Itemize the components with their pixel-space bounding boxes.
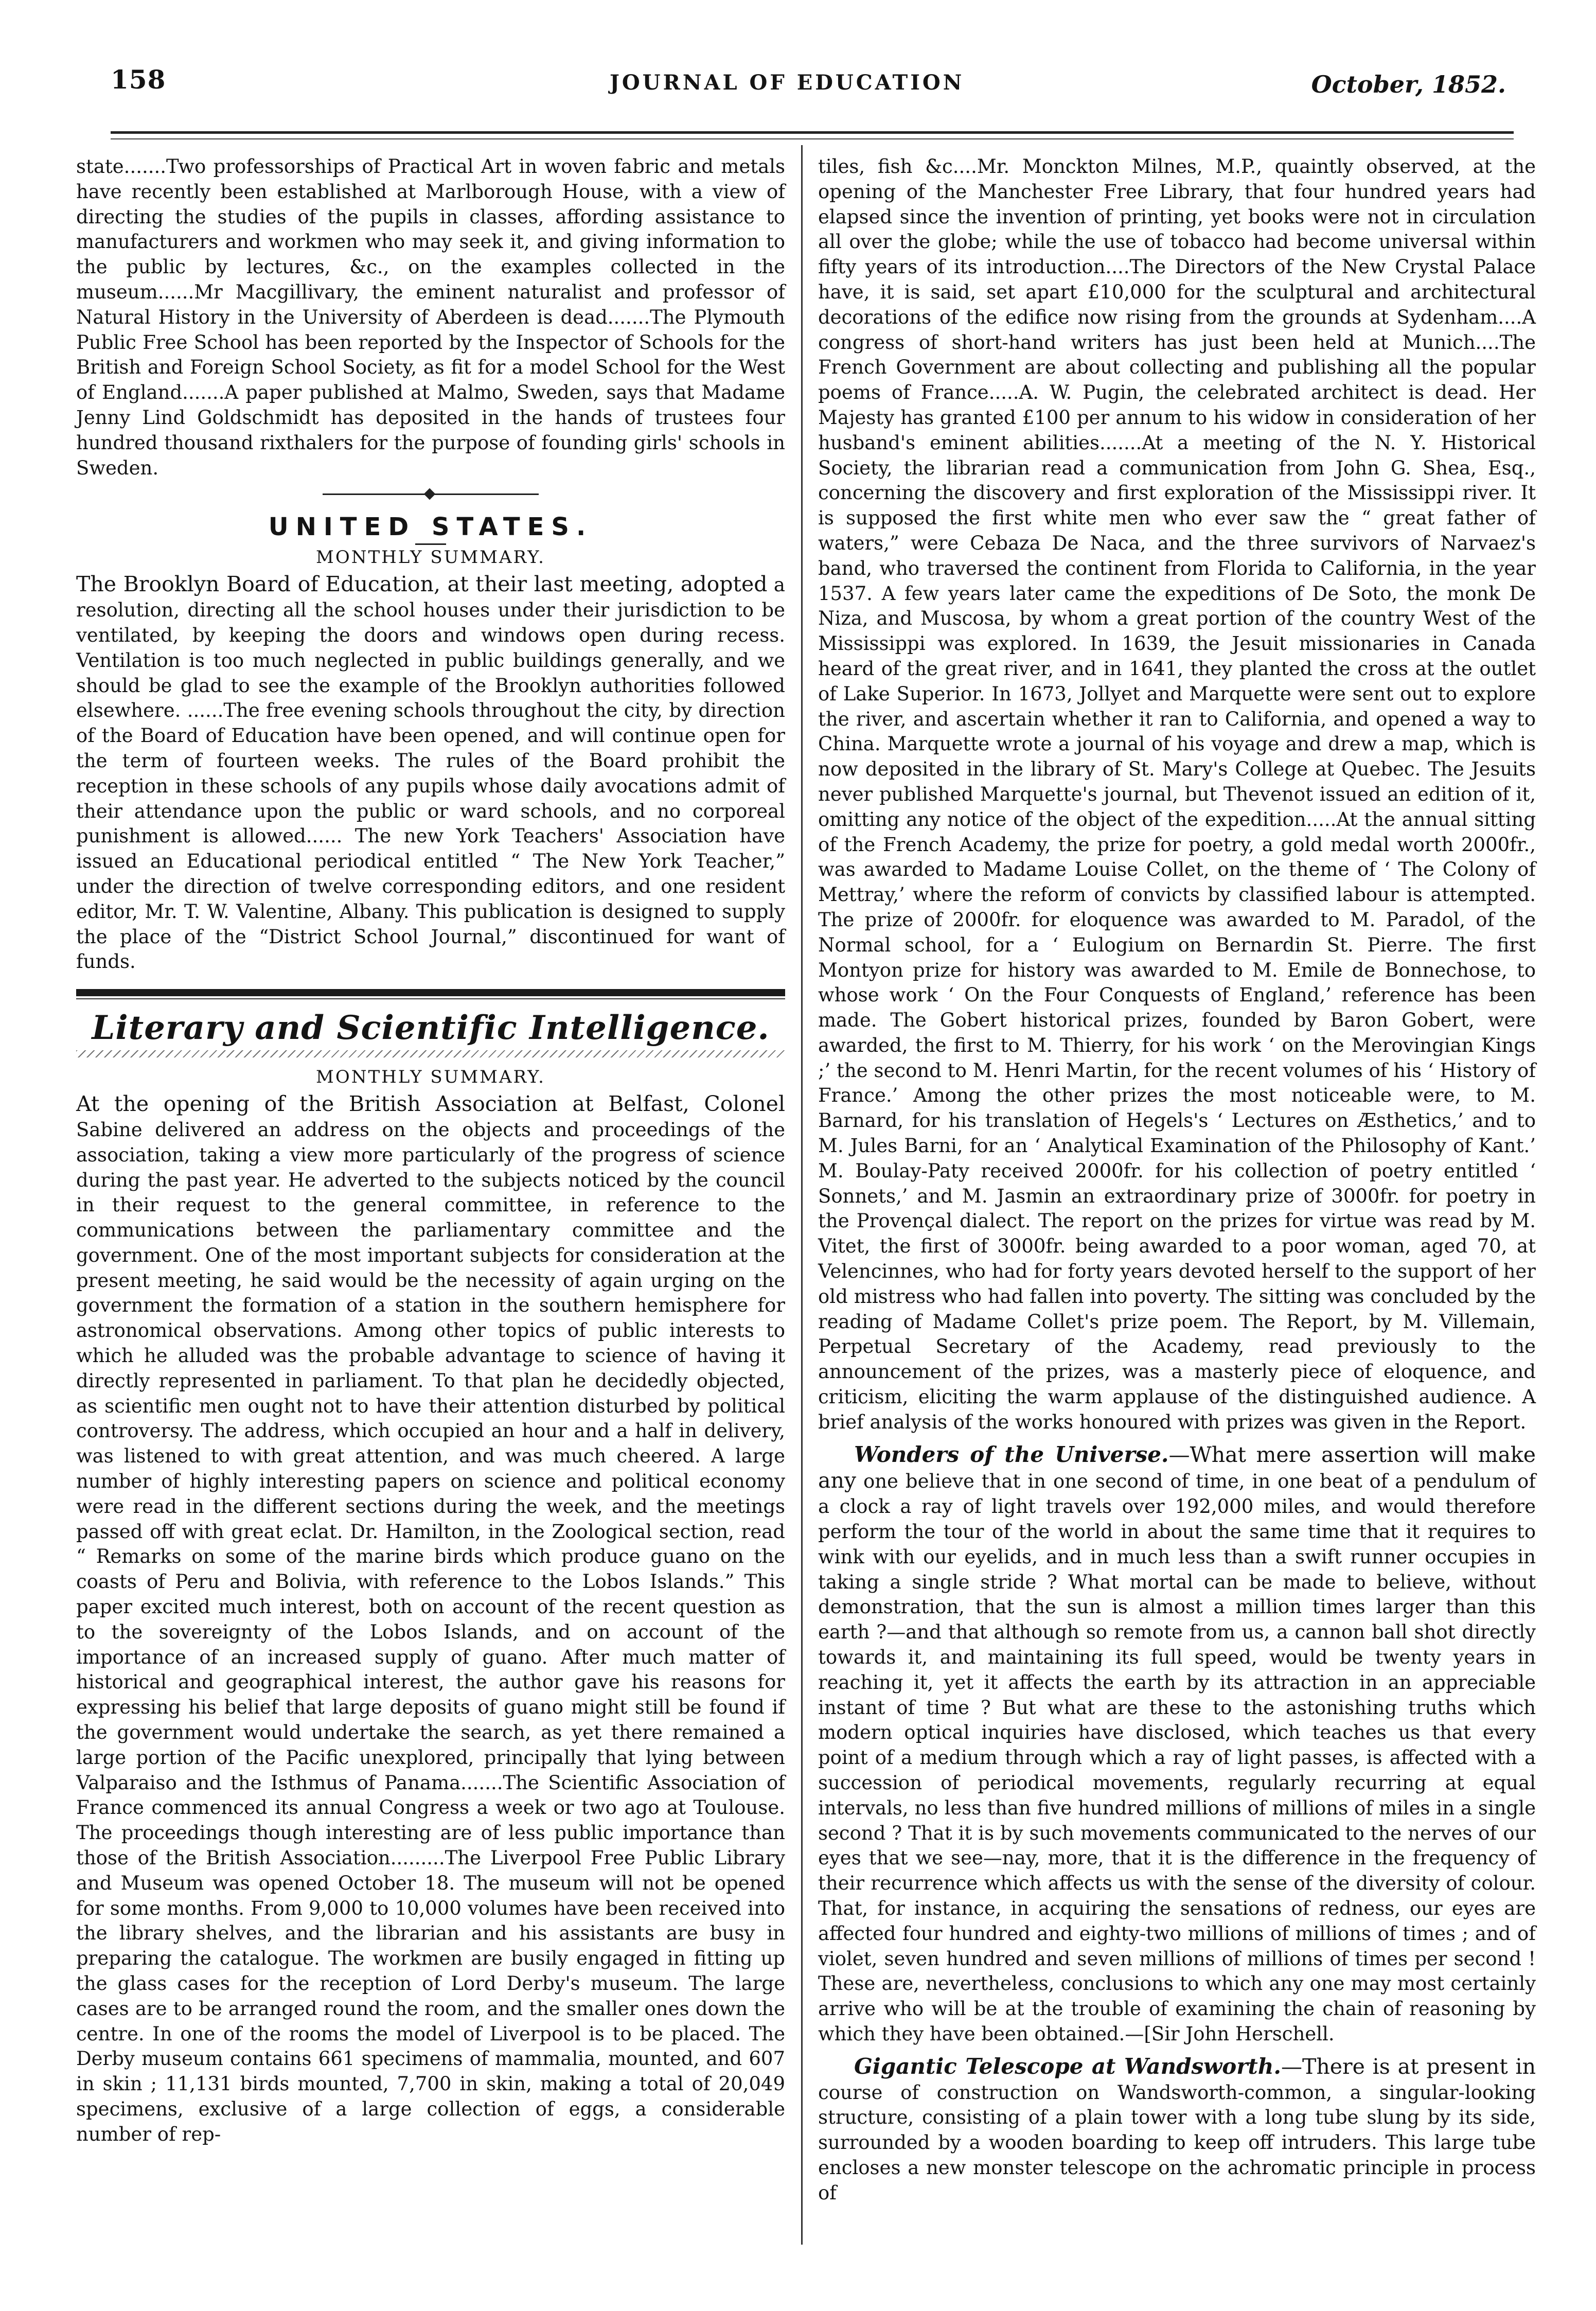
wonders-body: one believe that in one second of time, in one beat of a pendulum of a clock a ray of light travels over 192,000 miles, and would therefore perform the tour of the world in about the same time that it requires to wink with our eyelids, and in much less than a swift runner occupies in taking a single stride ? What mortal can be made to believe, without demonstration, that the sun is almost a million times larger than this earth ?—and that although so remote from us, a cannon ball shot directly towards it, and maintaining its full speed, would be twenty years in reaching it, yet it affects the earth by its attraction in an appreciable instant of time ? But what are these to the astonishing truths which modern optical inquiries have disclosed, which teaches us that every point of a medium through which a ray of light passes, is affected with a succession of periodical movements, regularly recurring at equal intervals, no less than five hundred millions of millions of miles in a single second ? That it is by such movements communicated to the nerves of our eyes that we see—nay, more, that it is the difference in the frequency of their recurrence which affects us with the sense of the diversity of colour. That, for instance, in acquiring the sensations of redness, our eyes are affected four hundred and eighty-two millions of millions of times ; and of violet, seven hundred and seven millions of millions of times per second ! These are, nevertheless, conclusions to which any one may most certainly arrive who will be at the trouble of examining the chain of reasoning by which they have been obtained.—[Sir John Herschell.: [818, 1470, 1536, 2045]
us-monthly-summary-heading: MONTHLY SUMMARY.: [316, 547, 545, 568]
lit-summary-paragraph: [76, 1091, 785, 2147]
us-summary-paragraph: [76, 572, 785, 975]
issue-date: October, 1852.: [1311, 70, 1506, 98]
lit-body-text: Sabine delivered an address on the objects and proceedings of the association, taking a view more particularly of the progress of science during the past year. He adverted to the subjects noticed by the council in their request to the general committee, in reference to the communications between the parliamentary committee and the government. One of the most important subjects for consideration at the present meeting, he said would be the necessity of again urging on the government the formation of a station in the southern hemisphere for astronomical observations. Among other topics of public interests to which he alluded was the probable advantage to science of having it directly represented in parliament. To that plan he decidedly objected, as scientific men ought not to have their attention disturbed by political controversy. The address, which occupied an hour and a half in delivery, was listened to with great attention, and was much cheered. A large number of highly interesting papers on science and political economy were read in the different sections during the week, and the meetings passed off with great eclat. Dr. Hamilton, in the Zoological section, read “ Remarks on some of the marine birds which produce guano on the coasts of Peru and Bolivia, with reference to the Lobos Islands.” This paper excited much interest, both on account of the recent question as to the sovereignty of the Lobos Islands, and on account of the importance of an increased supply of guano. After much matter of historical and geographical interest, the author gave his reasons for expressing his belief that large deposits of guano might still be found if the government would undertake the search, as yet there remained a large portion of the Pacific unexplored, principally that lying between Valparaiso and the Isthmus of Panama.......The Scientific Association of France commenced its annual Congress a week or two ago at Toulouse. The proceedings though interesting are of less public importance than those of the British Association.........The Liverpool Free Public Library and Museum was opened October 18. The museum will not be opened for some months. From 9,000 to 10,000 volumes have been received into the library shelves, and the librarian and his assistants are busy in preparing the catalogue. The workmen are busily engaged in fitting up the glass cases for the reception of Lord Derby's museum. The large cases are to be arranged round the room, and the smaller ones down the centre. In one of the rooms the model of Liverpool is to be placed. The Derby museum contains 661 specimens of mammalia, mounted, and 607 in skin ; 11,131 birds mounted, 7,700 in skin, making a total of 20,049 specimens, exclusive of a large collection of eggs, a considerable number of rep-: [76, 1118, 785, 2145]
journal-title: JOURNAL OF EDUCATION: [610, 70, 965, 95]
lit-monthly-summary-heading: MONTHLY SUMMARY.: [316, 1067, 545, 1088]
telescope-lead: —There is at present in: [1281, 2054, 1536, 2079]
section-title-united-states: UNITED STATES.: [268, 513, 593, 542]
diamond-ornament-icon: [424, 488, 436, 500]
wavy-rule: [76, 1050, 785, 1057]
header-rule-thin: [111, 138, 1514, 139]
telescope-title: Gigantic Telescope at Wandsworth.: [854, 2053, 1281, 2079]
page-header: [0, 64, 1596, 111]
column-divider: [801, 145, 803, 2245]
us-lead-text: The Brooklyn Board of Education, at their last meeting, adopted: [76, 572, 768, 597]
wonders-lead: —What mere assertion will make any: [818, 1442, 1536, 1493]
lit-lead-text: At the opening of the British Association at Belfast, Colonel: [76, 1091, 785, 1117]
right-column: [818, 154, 1536, 2206]
telescope-body: course of construction on Wandsworth-common, a singular-looking structure, consisting of a plain tower with a long tube slung by its side, surrounded by a wooden boarding to keep off intruders. This large tube encloses a new monster telescope on the achromatic principle in process of: [818, 2081, 1536, 2204]
section-title-literary: Literary and Scientific Intelligence.: [92, 1009, 770, 1048]
header-rule: [111, 131, 1514, 134]
section-thin-rule: [76, 998, 785, 999]
wonders-title: Wonders of the Universe.: [854, 1441, 1169, 1467]
us-body-text: a resolution, directing all the school houses under their jurisdiction to be ventilated, by keeping the doors and windows open during recess. Ventilation is too much neglected in public buildings generally, and we should be glad to see the example of the Brooklyn authorities followed elsewhere. ......The free evening schools throughout the city, by direction of the Board of Education have been opened, and will continue open for the term of fourteen weeks. The rules of the Board prohibit the reception in these schools of any pupils whose daily avocations admit of their attendance upon the public or ward schools, and no corporeal punishment is allowed...... The new York Teachers' Association have issued an Educational periodical entitled “ The New York Teacher,” under the direction of twelve corresponding editors, and one resident editor, Mr. T. W. Valentine, Albany. This publication is designed to supply the place of the “District School Journal,” discontinued for want of funds.: [76, 574, 785, 973]
continued-paragraph: state.......Two professorships of Practical Art in woven fabric and metals have recently been established at Marlborough House, with a view of directing the studies of the pupils in classes, affording assistance to manufacturers and workmen who may seek it, and giving information to the public by lectures, &c., on the examples collected in the museum......Mr Macgillivary, the eminent naturalist and professor of Natural History in the University of Aberdeen is dead.......The Plymouth Public Free School has been reported by the Inspector of Schools for the British and Foreign School Society, as fit for a model School for the West of England.......A paper published at Malmo, Sweden, says that Madame Jenny Lind Goldschmidt has deposited in the hands of trustees four hundred thousand rixthalers for the purpose of founding girls' schools in Sweden.: [76, 155, 785, 479]
page-number: 158: [111, 64, 166, 95]
left-column: [76, 154, 785, 2147]
section-ornament: [323, 489, 539, 499]
section-heavy-rule: [76, 989, 785, 996]
title-underline: [415, 543, 446, 545]
telescope-article: [818, 2054, 1536, 2206]
wonders-article: [818, 1442, 1536, 2047]
continued-paragraph-right: tiles, fish &c....Mr. Monckton Milnes, M.P., quaintly observed, at the opening of the Manchester Free Library, that four hundred years had elapsed since the invention of printing, yet books were not in circulation all over the globe; while the use of tobacco had become universal within fifty years of its introduction....The Directors of the New Crystal Palace have, it is said, set apart £10,000 for the sculptural and architectural decorations of the edifice now rising from the grounds at Sydenham....A congress of short-hand writers has just been held at Munich....The French Government are about collecting and publishing all the popular poems of France.....A. W. Pugin, the celebrated architect is dead. Her Majesty has granted £100 per annum to his widow in consideration of her husband's eminent abilities.......At a meeting of the N. Y. Historical Society, the librarian read a communication from John G. Shea, Esq., concerning the discovery and first exploration of the Mississippi river. It is supposed the first white men who ever saw the “ great father of waters,” were Cebaza De Naca, and the three survivors of Narvaez's band, who traversed the continent from Florida to California, in the year 1537. A few years later came the expeditions of De Soto, the monk De Niza, and Muscosa, by whom a great portion of the country West of the Mississippi was explored. In 1639, the Jesuit missionaries in Canada heard of the great river, and in 1641, they planted the cross at the outlet of Lake Superior. In 1673, Jollyet and Marquette were sent out to explore the river, and ascertain whether it ran to California, and opened a way to China. Marquette wrote a journal of his voyage and drew a map, which is now deposited in the library of St. Mary's College at Quebec. The Jesuits never published Marquette's journal, but Thevenot issued an edition of it, omitting any notice of the object of the expedition.....At the annual sitting of the French Academy, the prize for poetry, a gold medal worth 2000fr., was awarded to Madame Louise Collet, on the theme of ‘ The Colony of Mettray,’ where the reform of convicts by classified labour is attempted. The prize of 2000fr. for eloquence was awarded to M. Paradol, of the Normal school, for a ‘ Eulogium on Bernardin St. Pierre. The first Montyon prize for history was awarded to M. Emile de Bonnechose, to whose work ‘ On the Four Conquests of England,’ reference has been made. The Gobert historical prizes, founded by Baron Gobert, were awarded, the first to M. Thierry, for his work ‘ on the Merovingian Kings ;’ the second to M. Henri Martin, for the recent volumes of his ‘ History of France.’ Among the other prizes the most noticeable were, to M. Barnard, for his translation of Hegels's ‘ Lectures on Æsthetics,’ and to M. Jules Barni, for an ‘ Analytical Examination of the Philosophy of Kant.’ M. Boulay-Paty received 2000fr. for his collection of poetry entitled ‘ Sonnets,’ and M. Jasmin an extraordinary prize of 3000fr. for poetry in the Provençal dialect. The report on the prizes for virtue was read by M. Vitet, the first of 3000fr. being awarded to a poor woman, aged 70, at Velencinnes, who had for forty years devoted herself to the support of her old mistress who had fallen into poverty. The sitting was concluded by the reading of Madame Collet's prize poem. The Report, by M. Villemain, Perpetual Secretary of the Academy, read previously to the announcement of the prizes, was a masterly piece of eloquence, and criticism, eliciting the warm applause of the distinguished audience. A brief analysis of the works honoured with prizes was given in the Report.: [818, 155, 1536, 1433]
